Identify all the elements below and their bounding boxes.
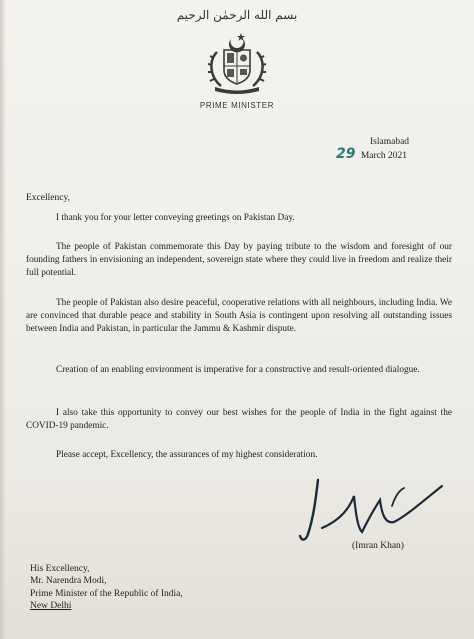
addressee-city: New Delhi [30,600,72,611]
state-emblem-icon [181,30,293,94]
dateline-place: Islamabad [370,137,410,147]
addressee-line: His Excellency, [30,564,90,574]
handwritten-day: 29 [336,146,356,162]
bismillah-calligraphy: بسم الله الرحمٰن الرحيم [176,8,298,22]
salutation: Excellency, [26,193,70,203]
letter-paragraph: I also take this opportunity to convey our best wishes for the people of India in the fight against the COVID-19 pandemic. [26,408,452,431]
signature-icon [296,476,446,546]
addressee-line: Mr. Narendra Modi, [30,576,107,587]
office-title: PRIME MINISTER [199,101,275,110]
letter-paragraph: I thank you for your letter conveying greetings on Pakistan Day. [56,213,295,223]
addressee-block [30,563,183,612]
letter-paragraph: Please accept, Excellency, the assurances of my highest consideration. [56,450,318,460]
dateline-month-year: March 2021 [360,151,408,161]
letter-paragraph: The people of Pakistan also desire peaceful, cooperative relations with all neighbours, including India. We are convinced that durable peace and stability in South Asia is contingent upon resolving all outstanding issues between India and Pakistan, in particular the Jammu & Kashmir dispute. [26,298,452,334]
addressee-line: Prime Minister of the Republic of India, [30,588,183,599]
dateline-date [336,146,407,162]
page-edge-shadow [0,0,6,639]
letter-paragraph: The people of Pakistan commemorate this Day by paying tribute to the wisdom and foresight of our founding fathers in envisioning an independent, sovereign state where they could live in freedom and realize their full potential. [26,242,452,278]
letter-paragraph: Creation of an enabling environment is imperative for a constructive and result-oriented dialogue. [56,365,420,375]
signer-name: (Imran Khan) [352,541,404,551]
